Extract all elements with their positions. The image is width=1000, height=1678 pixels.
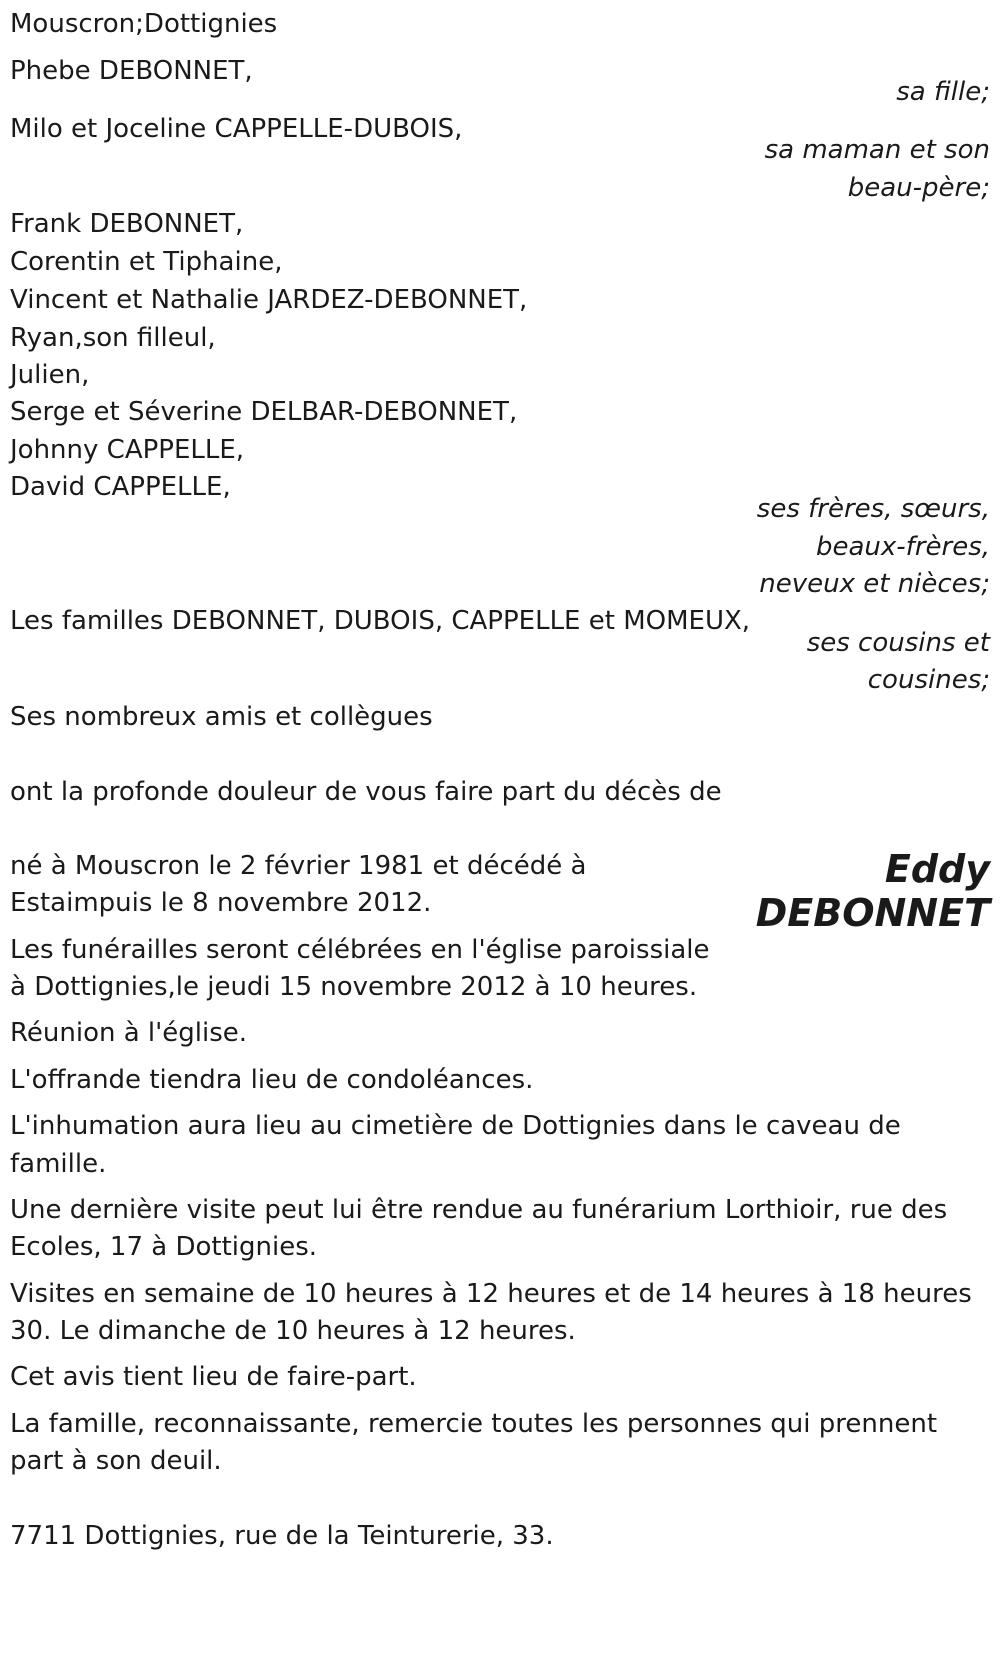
notice-line: Cet avis tient lieu de faire-part. xyxy=(10,1362,417,1392)
sibling-name: Ryan,son filleul, xyxy=(10,323,216,353)
friends-line: Ses nombreux amis et collègues xyxy=(10,702,433,732)
funeral-line-1: Les funérailles seront célébrées en l'église paroissiale xyxy=(10,935,710,965)
sibling-name: Vincent et Nathalie JARDEZ-DEBONNET, xyxy=(10,285,528,315)
funeral-line-2: à Dottignies,le jeudi 15 novembre 2012 à 10 heures. xyxy=(10,972,698,1002)
sibling-name: Johnny CAPPELLE, xyxy=(10,435,245,465)
daughter-relation: sa fille; xyxy=(896,77,990,107)
sibling-name: David CAPPELLE, xyxy=(10,472,231,502)
hours-line-2: 30. Le dimanche de 10 heures à 12 heures. xyxy=(10,1316,576,1346)
cousins-relation-1: ses cousins et xyxy=(806,628,990,658)
offering-line: L'offrande tiendra lieu de condoléances. xyxy=(10,1065,534,1095)
thanks-line-2: part à son deuil. xyxy=(10,1446,222,1476)
meeting-line: Réunion à l'église. xyxy=(10,1018,248,1048)
mother-relation-1: sa maman et son xyxy=(764,135,990,165)
hours-line-1: Visites en semaine de 10 heures à 12 heures et de 14 heures à 18 heures xyxy=(10,1279,972,1309)
address-line: 7711 Dottignies, rue de la Teinturerie, 33. xyxy=(10,1521,554,1551)
sibling-name: Frank DEBONNET, xyxy=(10,209,244,239)
burial-line-2: famille. xyxy=(10,1149,107,1179)
siblings-relation-1: ses frères, sœurs, xyxy=(756,494,990,524)
announcement: ont la profonde douleur de vous faire part du décès de xyxy=(10,777,722,807)
siblings-relation-2: beaux-frères, xyxy=(815,532,990,562)
visit-line-1: Une dernière visite peut lui être rendue au funérarium Lorthioir, rue des xyxy=(10,1195,948,1225)
location-header: Mouscron;Dottignies xyxy=(10,9,278,39)
birth-death-line-2: Estaimpuis le 8 novembre 2012. xyxy=(10,888,432,918)
birth-death-line-1: né à Mouscron le 2 février 1981 et décédé à xyxy=(10,851,587,881)
siblings-relation-3: neveux et nièces; xyxy=(759,569,990,599)
sibling-name: Julien, xyxy=(10,360,90,390)
mother-name: Milo et Joceline CAPPELLE-DUBOIS, xyxy=(10,114,463,144)
cousins-relation-2: cousines; xyxy=(867,665,990,695)
thanks-line-1: La famille, reconnaissante, remercie toutes les personnes qui prennent xyxy=(10,1409,938,1439)
sibling-name: Corentin et Tiphaine, xyxy=(10,247,283,277)
sibling-name: Serge et Séverine DELBAR-DEBONNET, xyxy=(10,397,518,427)
mother-relation-2: beau-père; xyxy=(847,173,990,203)
cousins-families: Les familles DEBONNET, DUBOIS, CAPPELLE et MOMEUX, xyxy=(10,606,751,636)
deceased-first-name: Eddy xyxy=(884,847,990,891)
visit-line-2: Ecoles, 17 à Dottignies. xyxy=(10,1232,318,1262)
daughter-name: Phebe DEBONNET, xyxy=(10,56,253,86)
burial-line-1: L'inhumation aura lieu au cimetière de Dottignies dans le caveau de xyxy=(10,1111,901,1141)
deceased-last-name: DEBONNET xyxy=(755,891,990,935)
